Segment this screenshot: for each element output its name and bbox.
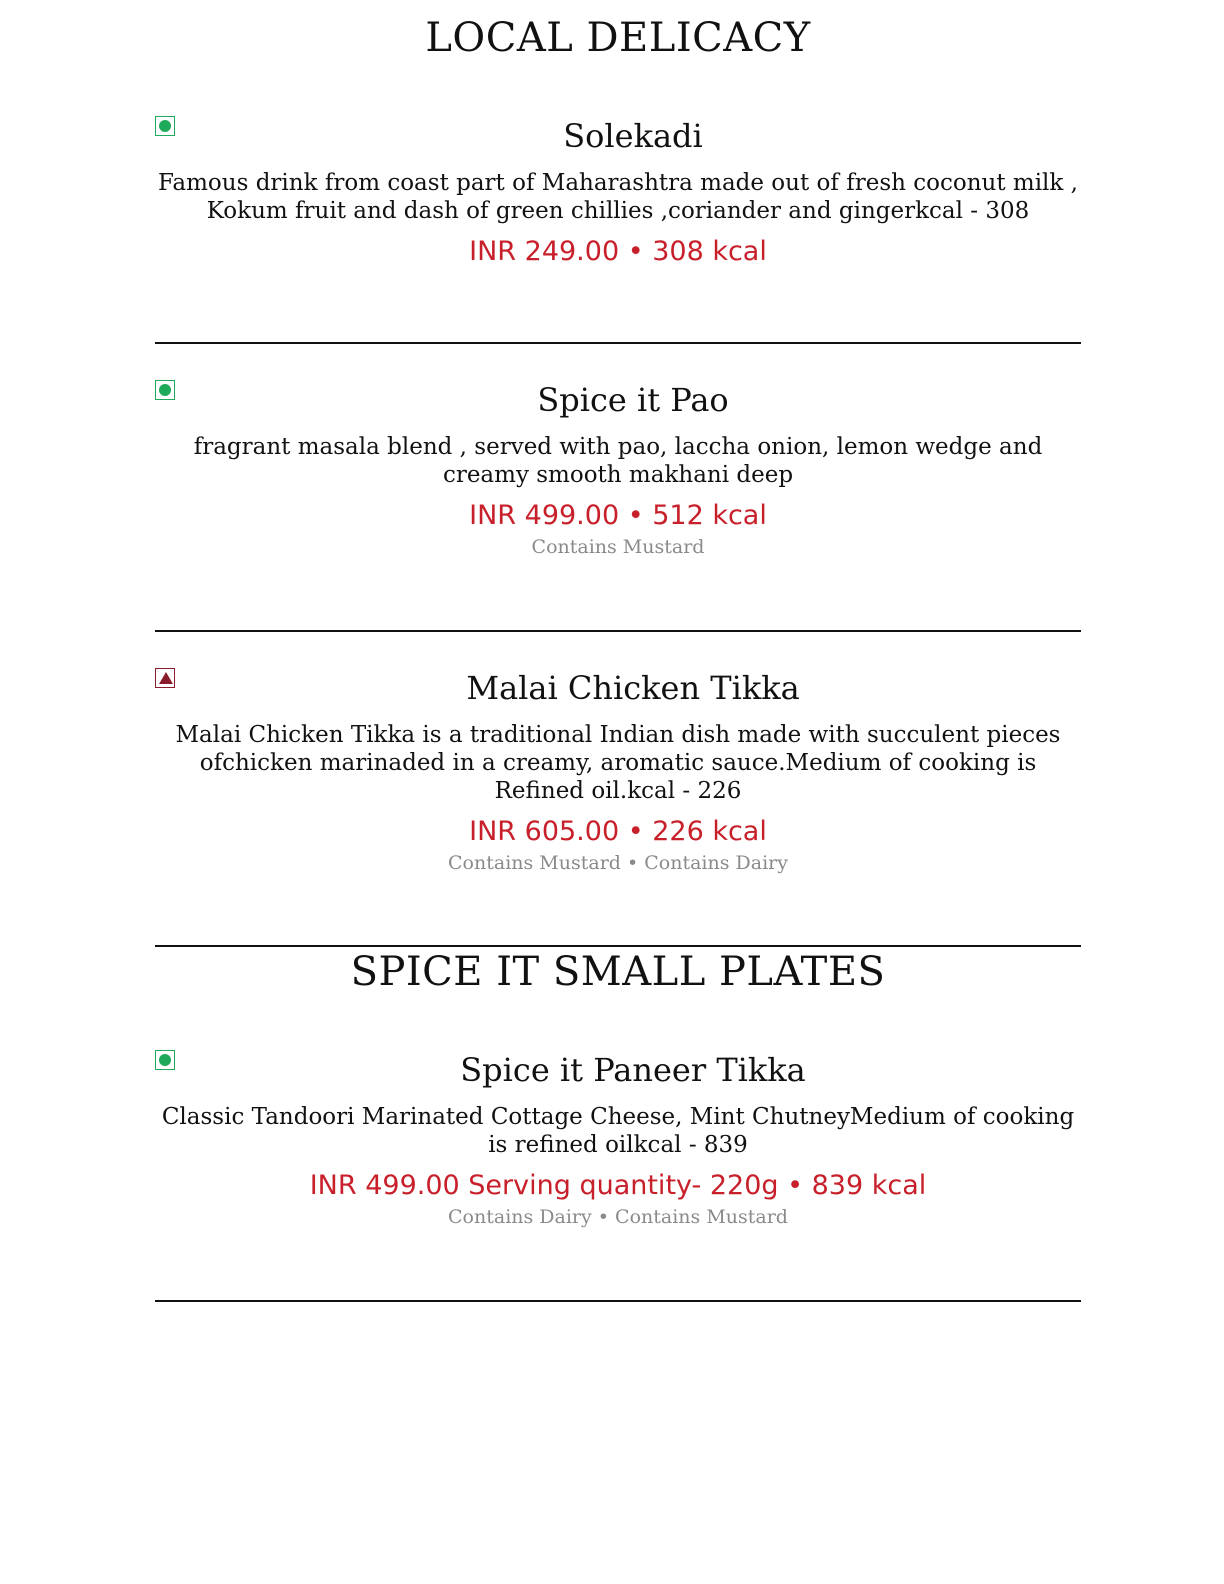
menu-item-solekadi[interactable]: [155, 116, 1081, 269]
section-title-spice-it-small-plates: SPICE IT SMALL PLATES: [350, 949, 886, 995]
item-price: INR 249.00 • 308 kcal: [469, 236, 767, 267]
non-veg-indicator-icon: [155, 668, 175, 688]
item-price: INR 499.00 Serving quantity- 220g • 839 kcal: [309, 1170, 927, 1201]
veg-indicator-icon: [155, 380, 175, 400]
section-title-local-delicacy: LOCAL DELICACY: [425, 15, 811, 61]
item-divider: [155, 630, 1081, 632]
item-name: Malai Chicken Tikka: [466, 669, 800, 707]
item-name: Spice it Paneer Tikka: [460, 1051, 806, 1089]
item-name: Solekadi: [563, 117, 703, 155]
item-divider: [155, 945, 1081, 947]
item-allergens: Contains Mustard: [531, 536, 705, 558]
item-description: Classic Tandoori Marinated Cottage Cheese, Mint ChutneyMedium of cooking is refined oilkcal - 839: [161, 1104, 1075, 1158]
item-allergens: Contains Mustard • Contains Dairy: [448, 852, 788, 874]
item-divider: [155, 342, 1081, 344]
menu-item-spice-it-pao[interactable]: [155, 380, 1081, 559]
menu-item-malai-chicken-tikka[interactable]: [155, 668, 1081, 875]
veg-indicator-icon: [155, 1050, 175, 1070]
menu-item-spice-it-paneer-tikka[interactable]: [155, 1050, 1081, 1229]
item-price: INR 499.00 • 512 kcal: [469, 500, 767, 531]
item-description: Famous drink from coast part of Maharashtra made out of fresh coconut milk , Kokum fruit and dash of green chillies ,coriander and gingerkcal - 308: [158, 170, 1078, 224]
item-description: fragrant masala blend , served with pao, laccha onion, lemon wedge and creamy smooth makhani deep: [193, 434, 1043, 488]
item-allergens: Contains Dairy • Contains Mustard: [448, 1206, 788, 1228]
item-price: INR 605.00 • 226 kcal: [469, 816, 767, 847]
veg-indicator-icon: [155, 116, 175, 136]
item-divider: [155, 1300, 1081, 1302]
item-description: Malai Chicken Tikka is a traditional Indian dish made with succulent pieces ofchicken marinaded in a creamy, aromatic sauce.Medium of cooking is Refined oil.kcal - 226: [175, 722, 1061, 804]
item-name: Spice it Pao: [537, 381, 729, 419]
